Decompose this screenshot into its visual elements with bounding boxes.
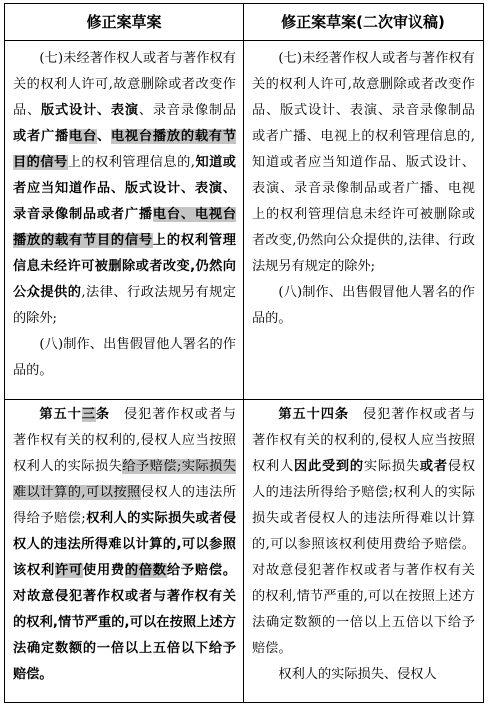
text-run: 、 xyxy=(96,129,111,144)
text-run: ,法律、行政法规另有规定的除外; xyxy=(13,285,236,326)
highlighted-text: 电视台播放的载有节目的信号 xyxy=(13,129,237,170)
text-run: 上的权利管理信息的, xyxy=(67,155,195,170)
right-article-54-continued: 权利人的实际损失、侵权人 xyxy=(278,667,437,682)
text-run: 或者广播 xyxy=(13,129,69,144)
text-run: 侵权人的违法所得给予赔偿;权利人的实际损失或者侵权人的违法所得难以计算的,可以参照该权利使用费给予赔偿。对故意侵犯著作权或者与著作权有关的权利,情节严重的,可以在按照上述方法确定数额的一倍以上五倍以下给予赔偿。 xyxy=(252,459,476,656)
text-run: 侵权人的违法所得给予赔偿; xyxy=(13,485,237,526)
text-run: 使用费 xyxy=(82,563,125,578)
highlighted-text: 电台 xyxy=(68,129,97,144)
left-clause-8: (八)制作、出售假冒他人署名的作品的。 xyxy=(13,337,236,378)
text-run: 侵犯著作权或者与著作权有关的权利的,侵权人应当按照权利人 xyxy=(252,407,475,474)
left-clause-7 xyxy=(13,46,236,332)
right-bottom-cell xyxy=(244,402,482,700)
highlighted-text: 许可 xyxy=(54,563,83,578)
highlighted-text: 三 xyxy=(81,407,96,422)
right-clause-8: (八)制作、出售假冒他人署名的作品的。 xyxy=(252,285,475,326)
text-run: 版式设计、表演 xyxy=(40,103,139,118)
text-run: 上的权利管理信息未经许可被删除或者改变,仍然向公众提供的 xyxy=(13,233,236,300)
header-right: 修正案草案(二次审议稿) xyxy=(281,13,445,31)
text-run: 因此受到的 xyxy=(293,459,364,474)
header-left: 修正案草案 xyxy=(86,13,162,31)
text-run: 给予赔偿。对故意侵犯著作权或者与著作权有关的权利,情节严重的,可以在按照上述方法确定数额的一倍以上五倍以下给予赔偿。 xyxy=(13,563,237,682)
article-number: 条 xyxy=(95,407,110,422)
text-run: 权利人的实际损失或者侵权人的违法所得难以计算的,可以参照该权利 xyxy=(13,511,236,578)
row-divider xyxy=(5,399,483,400)
text-run: 、录音录像制品 xyxy=(138,103,237,118)
highlighted-text: 的倍数 xyxy=(124,563,167,578)
text-run: 或者 xyxy=(419,459,448,474)
article-number: 第五十四条 xyxy=(278,407,349,422)
text-run: 知道或者应当知道作品、版式设计、表演、录音录像制品或者广播 xyxy=(13,155,236,222)
left-article-53 xyxy=(13,402,236,688)
right-top-cell xyxy=(244,46,482,396)
text-run: (七)未经著作权人或者与著作权有关的权利人许可,故意删除或者改变作品、 xyxy=(13,51,236,118)
right-article-54 xyxy=(252,402,475,662)
highlighted-text: 给予赔偿;实际损失难以计算的,可以按照 xyxy=(13,459,236,500)
article-number: 第五十 xyxy=(39,407,82,422)
right-clause-7: (七)未经著作权人或者与著作权有关的权利人许可,故意删除或者改变作品、版式设计、表演、录音录像制品或者广播、电视上的权利管理信息的,知道或者应当知道作品、版式设计、表演、录音录像制品或者广播、电视上的权利管理信息未经许可被删除或者改变,仍然向公众提供的,法律、行政法规另有规定的除外; xyxy=(252,51,475,274)
table-header xyxy=(5,4,483,41)
text-run: 实际损失 xyxy=(363,459,420,474)
left-top-cell xyxy=(5,46,243,396)
highlighted-text: 电台、电视台播放的载有节目的信号 xyxy=(13,207,236,248)
comparison-table xyxy=(4,3,484,703)
left-bottom-cell xyxy=(5,402,243,700)
text-run: 侵犯著作权或者与著作权有关的权利的,侵权人应当按照权利人的实际损失 xyxy=(13,407,236,474)
